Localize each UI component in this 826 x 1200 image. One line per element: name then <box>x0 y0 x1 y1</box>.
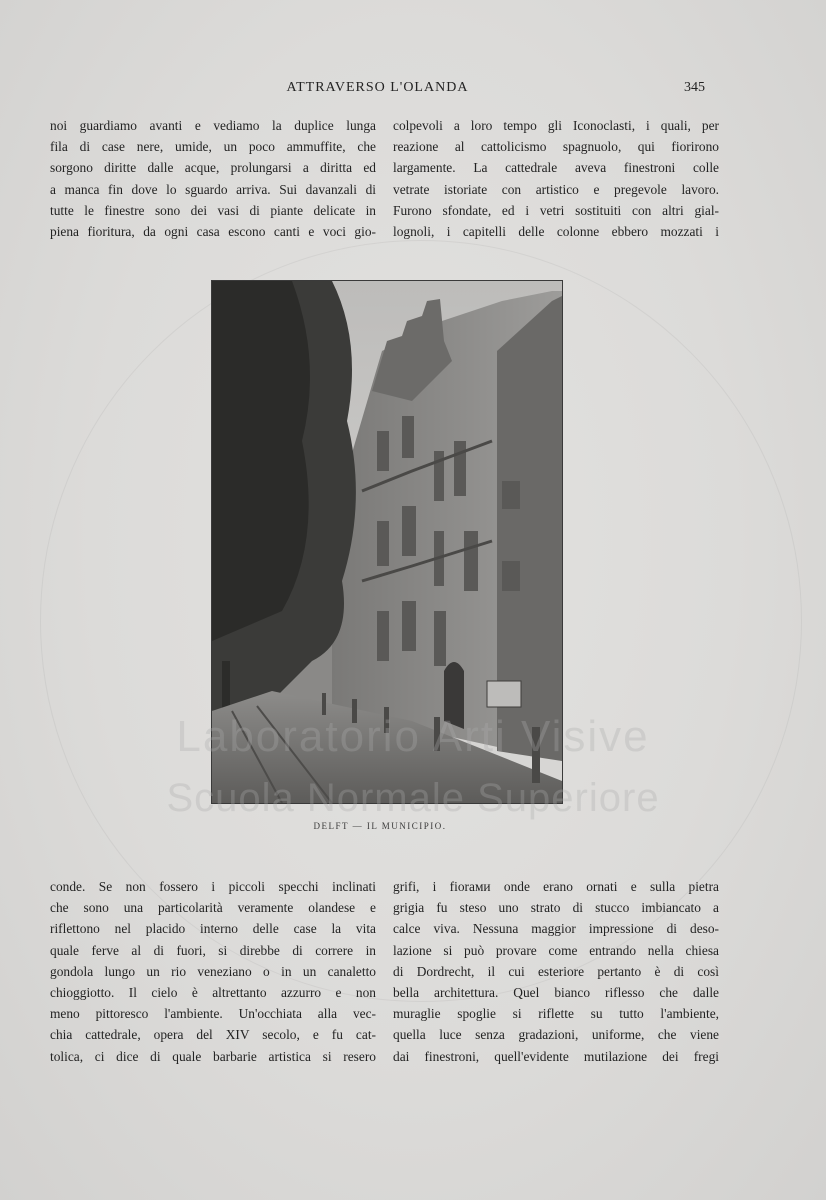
text-line: conde. Se non fossero i piccoli specchi inclinati <box>50 879 376 894</box>
text-line: a manca fin dove lo sguardo arriva. Sui davanzali di <box>50 181 376 197</box>
text-column-bottom-left <box>50 876 376 1067</box>
watermark-line-2: Scuola Normale Superiore <box>166 776 660 820</box>
text-line: sorgono diritte dalle acque, prolungarsi a diritta ed <box>50 160 376 176</box>
text-line: meno pittoresco l'ambiente. Un'occhiata alla vec- <box>50 1006 376 1022</box>
text-line: colpevoli a loro tempo gli Iconoclasti, i quali, per <box>393 118 719 133</box>
figure-caption: DELFT — IL MUNICIPIO. <box>313 821 447 831</box>
text-column-top-left <box>50 115 376 242</box>
text-line: largamente. La cattedrale aveva finestroni colle <box>393 160 719 176</box>
text-line: tutte le finestre sono dei vasi di piante delicate in <box>50 202 376 218</box>
text-line: dai finestroni, quell'evidente mutilazione dei fregi <box>393 1048 719 1064</box>
page-header <box>50 80 705 100</box>
text-line: che sono una particolarità veramente olandese e <box>50 900 376 916</box>
text-line: vetrate istoriate con artistico e pregevole lavoro. <box>393 181 719 197</box>
text-line: quale ferve al di fuori, si direbbe di correre in <box>50 942 376 958</box>
text-line: quella luce senza gradazioni, uniforme, che viene <box>393 1027 719 1043</box>
text-line: di Dordrecht, il cui esteriore pertanto è di così <box>393 963 719 979</box>
text-line: lazione si può provare come entrando nella chiesa <box>393 942 719 958</box>
text-line: chioggiotto. Il cielo è altrettanto azzurro e non <box>50 985 376 1001</box>
text-line: grigia fu steso uno strato di stucco imbiancato a <box>393 900 719 916</box>
text-column-top-right <box>393 115 719 242</box>
page-number: 345 <box>684 80 705 95</box>
text-line: grifi, i fioraми onde erano ornati e sulla pietra <box>393 879 719 894</box>
text-line: riflettono nel placido interno delle case la vita <box>50 921 376 937</box>
photo-delft-town-hall <box>211 280 563 804</box>
text-line: piena fioritura, da ogni casa escono canti e voci gio- <box>50 224 376 240</box>
watermark-line-1: Laboratorio Arti Visive <box>176 712 650 761</box>
text-line: chia cattedrale, opera del XIV secolo, e fu cat- <box>50 1027 376 1043</box>
text-line: gondola lungo un rio veneziano o in un canaletto <box>50 963 376 979</box>
text-line: Furono sfondate, ed i vetri sostituiti con altri gial- <box>393 202 719 218</box>
text-line: noi guardiamo avanti e vediamo la duplice lunga <box>50 118 376 133</box>
text-line: bella architettura. Quel bianco riflesso che dalle <box>393 985 719 1001</box>
running-title: ATTRAVERSO L'OLANDA <box>286 80 469 95</box>
text-line: muraglie spoglie si riflette su tutto l'ambiente, <box>393 1006 719 1022</box>
text-column-bottom-right <box>393 876 719 1067</box>
text-line: tolica, ci dice di quale barbarie artistica si resero <box>50 1048 376 1064</box>
text-line: fila di case nere, umide, un poco ammuffite, che <box>50 139 376 155</box>
text-line: calce viva. Nessuna maggior impressione di deso- <box>393 921 719 937</box>
text-line: lognoli, i capitelli delle colonne ebbero mozzati i <box>393 224 719 240</box>
text-line: reazione al cattolicismo spagnuolo, qui fiorirono <box>393 139 719 155</box>
